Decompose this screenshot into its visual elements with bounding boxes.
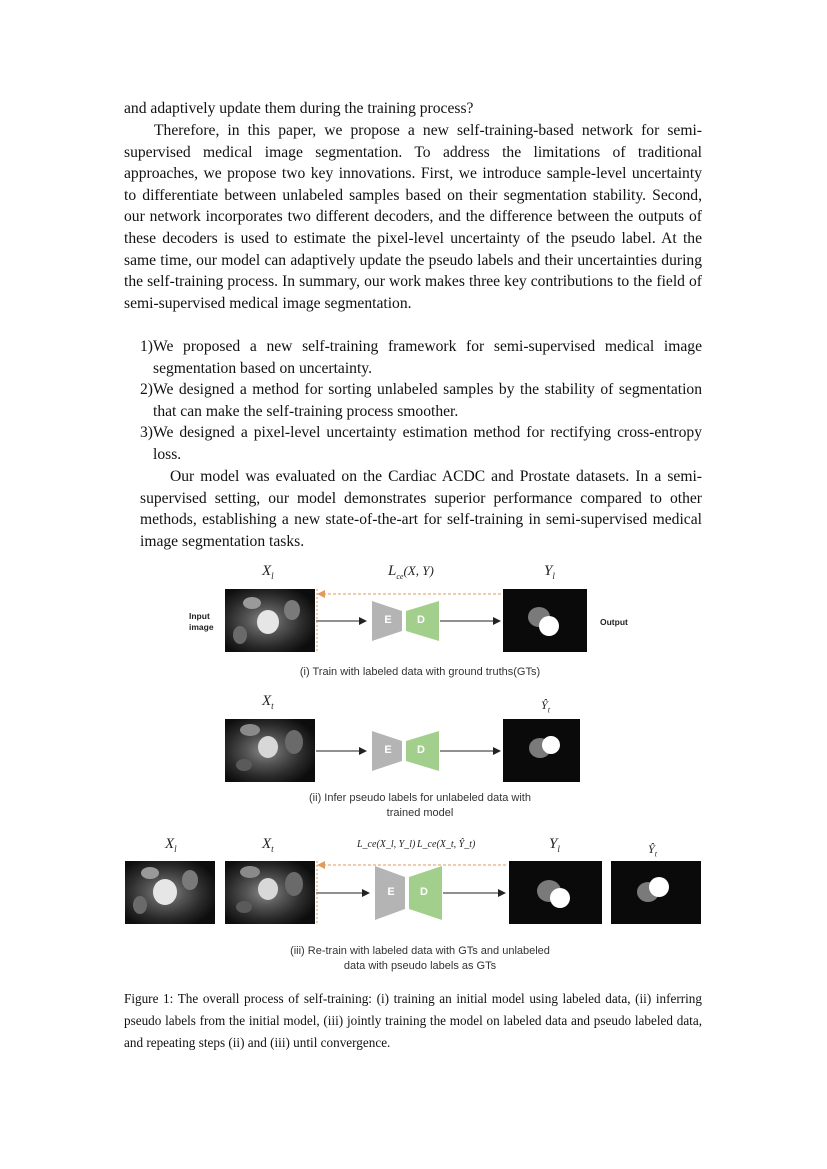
label-output-yhat-iii: $Ŷ_t$ (648, 842, 657, 859)
label-encoder-i: E (384, 614, 392, 626)
label-output-yhat-ii: $Ŷ_t$ (541, 698, 550, 715)
panel-i (225, 589, 587, 652)
contribution-item-2: 2)We designed a method for sorting unlabeled samples by the stability of segmentation that can make the self-training process smoother. (140, 381, 702, 420)
label-loss1-iii: L_ce(X_l, Y_l) (357, 839, 416, 850)
pseudo-label-mask-iii (611, 861, 701, 924)
pseudo-label-mask-ii (503, 719, 580, 782)
text-line-first: and adaptively update them during the training process? (124, 100, 474, 117)
label-output-yl-iii: $Y_l$ (549, 836, 560, 854)
label-input-xl-i: $X_l$ (262, 563, 274, 581)
label-input-xt-ii: $X_t$ (262, 693, 274, 711)
paragraph-evaluation: Our model was evaluated on the Cardiac ACDC and Prostate datasets. In a semi-supervised setting, our model demonstrates superior performance compared to other methods, establishing a new state-of-the-art for self-training in semi-supervised medical image segmentation tasks. (140, 468, 702, 550)
caption-panel-i: (i) Train with labeled data with ground truths(GTs) (299, 666, 541, 678)
label-decoder-i: D (417, 614, 425, 626)
label-loss2-iii: L_ce(X_t, Ŷ_t) (417, 839, 476, 850)
ground-truth-mask-iii (509, 861, 602, 924)
label-encoder-ii: E (384, 744, 392, 756)
contribution-item-1: 1)We proposed a new self-training framework for semi-supervised medical image segmentation based on uncertainty. (140, 338, 702, 377)
mri-scan-labeled-i (225, 589, 315, 652)
label-input-xl-iii: $X_l$ (165, 836, 177, 854)
label-input-xt-iii: $X_t$ (262, 836, 274, 854)
label-output: Output (600, 617, 628, 627)
paragraph-intro: Therefore, in this paper, we propose a new self-training-based network for semi-supervised medical image segmentation. To address the limitations of traditional approaches, we propose two key innovations. First, we introduce sample-level uncertainty to differentiate between unlabeled samples based on their segmentation stability. Second, our network incorporates two different decoders, and the difference between the outputs of these decoders is used to estimate the pixel-level uncertainty of the pseudo label. At the same time, our model can adaptively update the pseudo labels and their uncertainties during the self-training process. In summary, our work makes three key contributions to the field of semi-supervised medical image segmentation. (124, 122, 702, 312)
figure-caption: Figure 1: The overall process of self-training: (i) training an initial model using labeled data, (ii) inferring pseudo labels from the initial model, (iii) jointly training the model on labeled data and pseudo labeled data, and repeating steps (ii) and (iii) until convergence. (124, 991, 702, 1050)
panel-ii (225, 719, 580, 782)
label-encoder-iii: E (387, 886, 395, 898)
label-decoder-ii: D (417, 744, 425, 756)
label-decoder-iii: D (420, 886, 428, 898)
ground-truth-mask-i (503, 589, 587, 652)
caption-panel-iii: (iii) Re-train with labeled data with GTs and unlabeled data with pseudo labels as GTs (290, 945, 550, 972)
label-input-image: Input image (189, 611, 214, 632)
contribution-item-3: 3)We designed a pixel-level uncertainty estimation method for rectifying cross-entropy loss. (140, 424, 702, 463)
mri-scan-labeled-iii (125, 861, 215, 924)
caption-panel-ii: (ii) Infer pseudo labels for unlabeled data with trained model (309, 792, 531, 819)
label-loss-i: $L_{ce}(X$, Y) (388, 563, 434, 581)
mri-scan-unlabeled-iii (225, 861, 315, 924)
panel-iii (125, 861, 701, 924)
label-output-yl-i: $Y_l$ (544, 563, 555, 581)
mri-scan-unlabeled-ii (225, 719, 315, 782)
